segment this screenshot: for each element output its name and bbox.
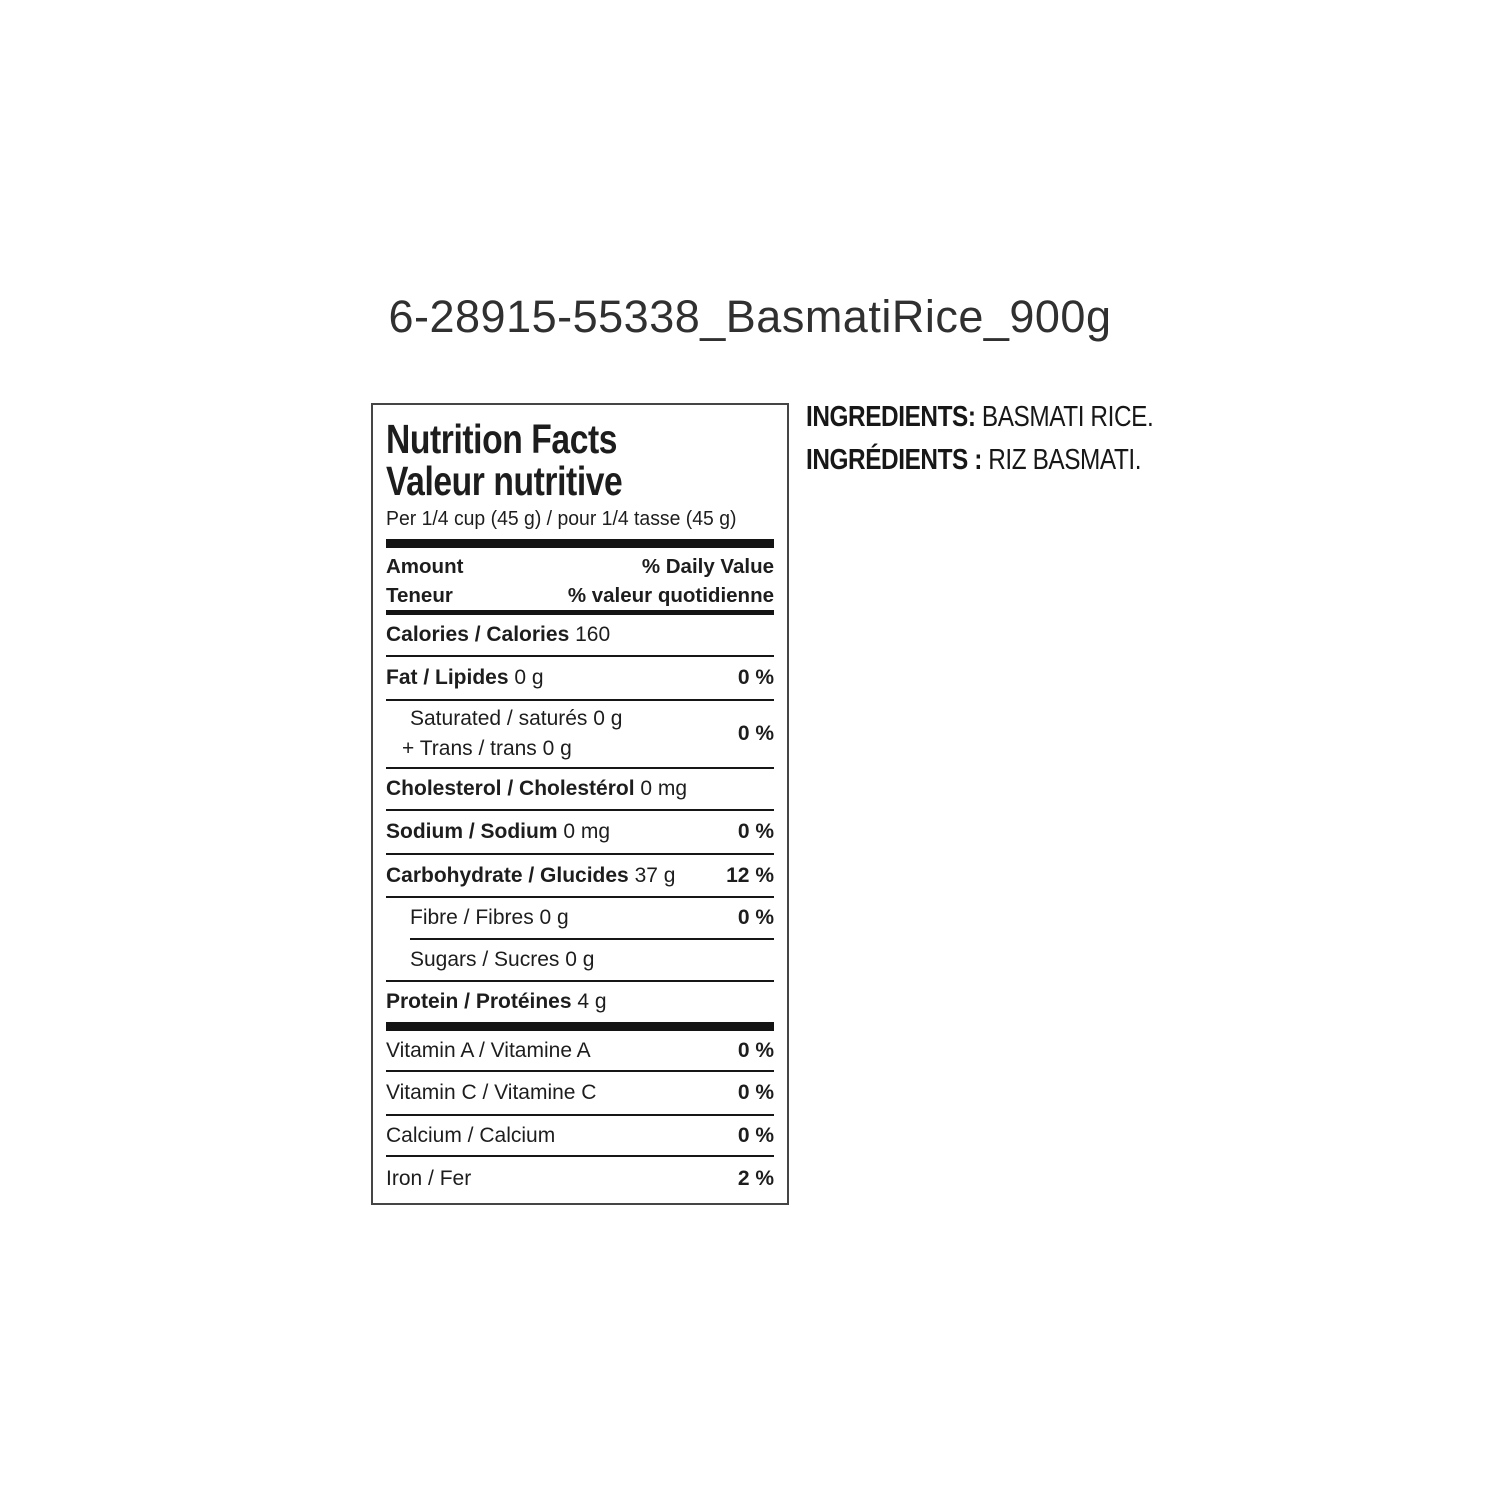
divider-thick-bottom <box>386 1022 774 1031</box>
carbohydrate-dv: 12 % <box>726 863 774 887</box>
row-saturated-trans <box>386 701 774 767</box>
vitamin-c-dv: 0 % <box>737 1081 774 1104</box>
header-row-fr <box>386 581 774 610</box>
daily-value-label-fr: % valeur quotidienne <box>567 584 774 607</box>
row-cholesterol <box>386 769 774 809</box>
fibre-label: Fibre / Fibres 0 g <box>410 906 569 929</box>
calories-value: 160 <box>569 623 611 646</box>
vitamin-c-label: Vitamin C / Vitamine C <box>386 1081 597 1104</box>
ingredients-line-fr <box>806 445 1153 475</box>
row-protein <box>386 982 774 1022</box>
saturated-label: Saturated / saturés 0 g <box>410 707 623 730</box>
row-sodium <box>386 811 774 853</box>
vitamin-a-label: Vitamin A / Vitamine A <box>386 1038 591 1062</box>
sugars-label: Sugars / Sucres 0 g <box>410 948 595 971</box>
row-iron <box>386 1157 774 1201</box>
carbohydrate-label: Carbohydrate / Glucides <box>386 863 629 887</box>
iron-label: Iron / Fer <box>386 1167 472 1190</box>
row-fat <box>386 657 774 699</box>
row-vitamin-a <box>386 1031 774 1070</box>
ingredients-value-en: BASMATI RICE. <box>975 401 1154 433</box>
page-title: 6-28915-55338_BasmatiRice_900g <box>388 291 1112 342</box>
ingredients-block <box>806 402 1219 475</box>
fibre-dv: 0 % <box>737 906 774 929</box>
row-calories <box>386 615 774 655</box>
protein-label: Protein / Protéines <box>386 990 572 1013</box>
row-fibre <box>386 898 774 938</box>
row-vitamin-c <box>386 1072 774 1114</box>
daily-value-label-en: % Daily Value <box>641 555 774 578</box>
ingredients-line-en <box>806 402 1153 432</box>
amount-label-en: Amount <box>386 555 464 578</box>
fat-value: 0 g <box>508 666 544 689</box>
row-sugars <box>386 940 774 980</box>
sodium-dv: 0 % <box>737 820 774 843</box>
row-carbohydrate <box>386 855 774 896</box>
cholesterol-label: Cholesterol / Cholestérol <box>386 777 635 800</box>
carbohydrate-value: 37 g <box>628 863 676 887</box>
header-row-en <box>386 552 774 581</box>
sodium-value: 0 mg <box>557 820 611 843</box>
fat-dv: 0 % <box>737 666 774 689</box>
trans-label: + Trans / trans 0 g <box>402 737 572 760</box>
vitamin-a-dv: 0 % <box>737 1038 774 1062</box>
sodium-label: Sodium / Sodium <box>386 820 558 843</box>
nft-title-en: Nutrition Facts <box>386 416 618 462</box>
ingredients-value-fr: RIZ BASMATI. <box>981 444 1142 476</box>
serving-size: Per 1/4 cup (45 g) / pour 1/4 tasse (45 g) <box>386 508 737 530</box>
iron-dv: 2 % <box>737 1167 774 1190</box>
nft-title-fr: Valeur nutritive <box>386 458 623 504</box>
protein-value: 4 g <box>571 990 607 1013</box>
fat-label: Fat / Lipides <box>386 666 509 689</box>
ingredients-label-en: INGREDIENTS: <box>806 401 976 433</box>
cholesterol-value: 0 mg <box>634 777 688 800</box>
calcium-label: Calcium / Calcium <box>386 1123 556 1147</box>
divider-thick-top <box>386 539 774 548</box>
amount-label-fr: Teneur <box>386 584 453 607</box>
calcium-dv: 0 % <box>737 1123 774 1147</box>
nutrition-facts-panel <box>371 403 789 1205</box>
row-calcium <box>386 1116 774 1155</box>
saturated-trans-dv: 0 % <box>737 722 774 745</box>
calories-label: Calories / Calories <box>386 623 570 646</box>
ingredients-label-fr: INGRÉDIENTS : <box>806 444 982 476</box>
